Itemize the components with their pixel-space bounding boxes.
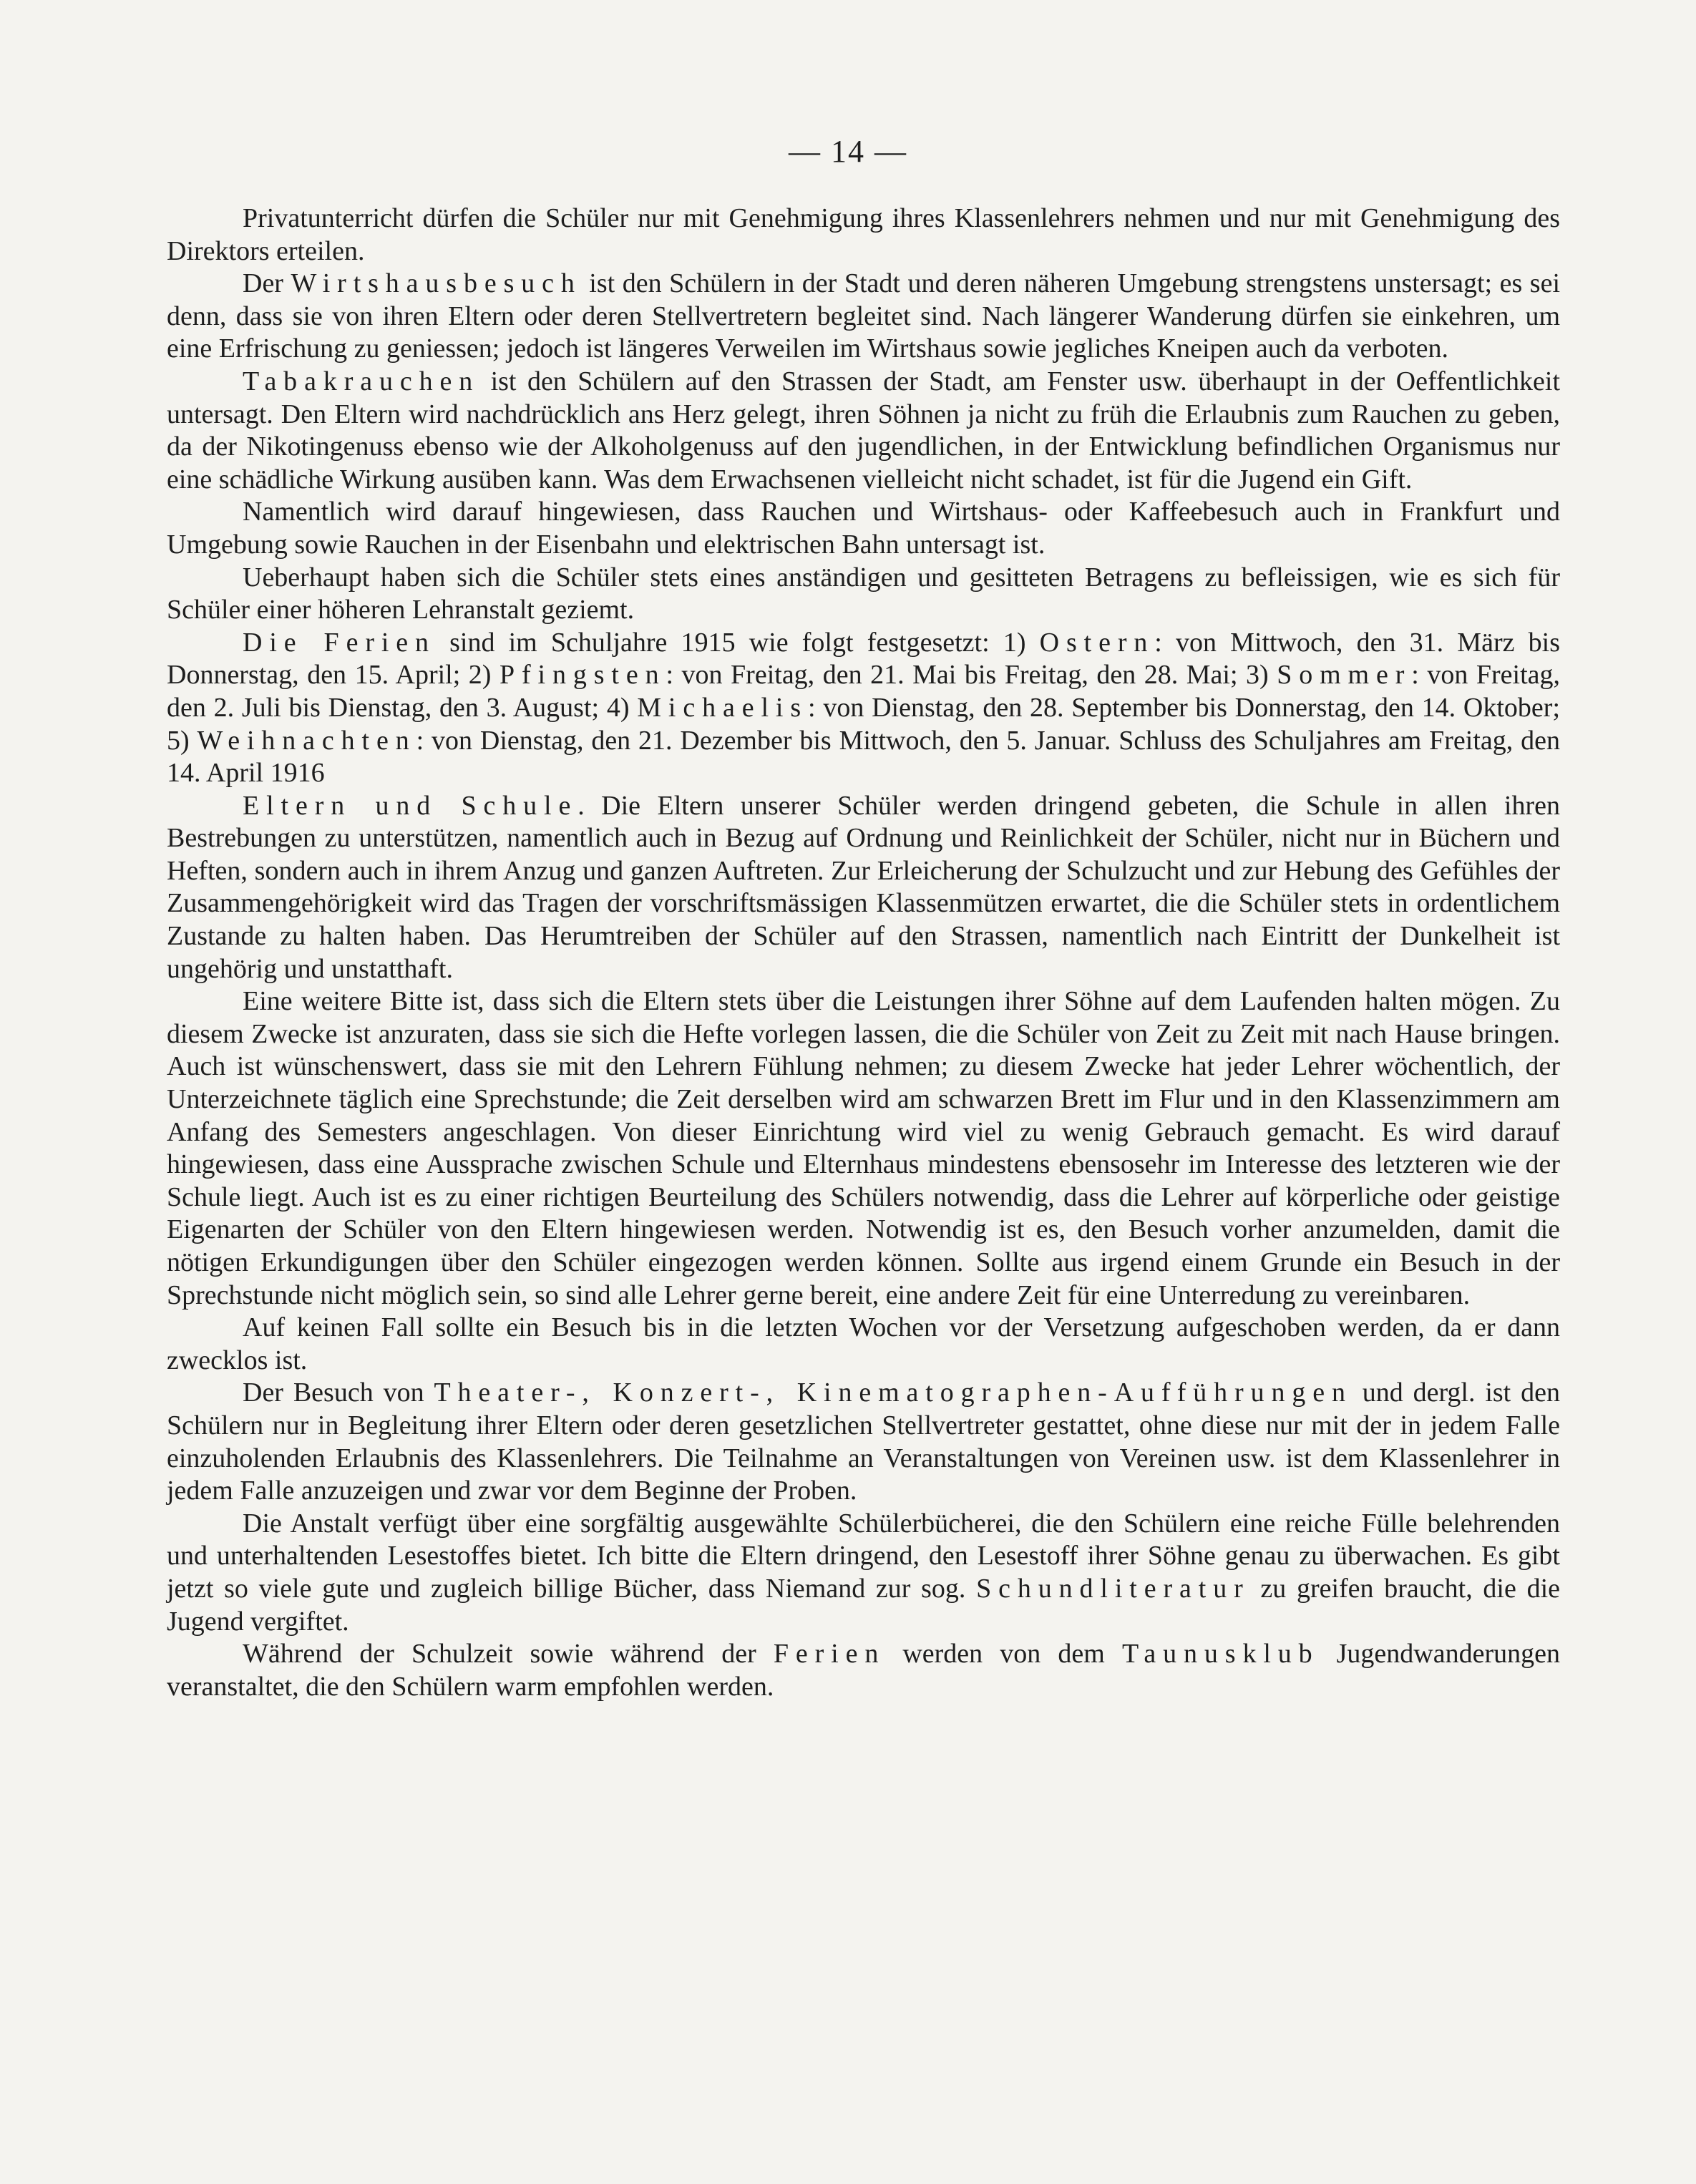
spaced-term: Michaelis (637, 692, 809, 723)
paragraph-eltern-und-schule: Eltern und Schule. Die Eltern unserer Schüler werden dringend gebeten, die Schule in allen ihren Bestrebungen zu unterstützen, namentlich auch in Bezug auf Ordnung und Reinlichkeit der Schüler, nicht nur in Büchern und Heften, sondern auch in ihrem Anzug und ganzen Auftreten. Zur Erleicherung der Schulzucht und zur Hebung des Gefühles der Zusammengehörigkeit wird das Tragen der vorschriftsmässigen Klassenmützen erwartet, die die Schüler stets in ordentlichem Zustande zu halten haben. Das Herumtreiben der Schüler auf den Strassen, namentlich nach Eintritt der Dunkelheit ist ungehörig und unstatthaft. (167, 790, 1561, 984)
paragraph-ferien: Die Ferien sind im Schuljahre 1915 wie folgt festgesetzt: 1) Ostern: von Mittwoch, den 31. März bis Donnerstag, den 15. April; 2) Pfingsten: von Freitag, den 21. Mai bis Freitag, den 28. Mai; 3) Sommer: von Freitag, den 2. Juli bis Dienstag, den 3. August; 4) Michaelis: von Dienstag, den 28. September bis Donnerstag, den 14. Oktober; 5) Weihnachten: von Dienstag, den 21. Dezember bis Mittwoch, den 5. Januar. Schluss des Schuljahres am Freitag, den 14. April 1916 (167, 627, 1561, 789)
paragraph-tabakrauchen: Tabakrauchen ist den Schülern auf den Strassen der Stadt, am Fenster usw. überhaupt in der Oeffentlichkeit untersagt. Den Eltern wird nachdrücklich ans Herz gelegt, ihren Söhnen ja nicht zu früh die Erlaubnis zum Rauchen zu geben, da der Nikotingenuss ebenso wie der Alkoholgenuss auf den jugendlichen, in der Entwicklung befindlichen Organismus nur eine schädliche Wirkung ausüben kann. Was dem Erwachsenen vielleicht nicht schadet, ist für die Jugend ein Gift. (167, 366, 1560, 494)
spaced-term: Die Ferien (243, 627, 436, 658)
spaced-term: Theater-, Konzert-, Kinematographen-Aufführungen (434, 1378, 1353, 1408)
spaced-term: Ferien (773, 1639, 886, 1669)
spaced-term: Taunusklub (1121, 1639, 1320, 1669)
paragraph-schuelerbuecherei: Die Anstalt verfügt über eine sorgfältig ausgewählte Schülerbücherei, die den Schülern eine reiche Fülle belehrenden und unterhaltenden Lesestoffes bietet. Ich bitte die Eltern dringend, den Lesestoff ihrer Söhne genau zu überwachen. Es gibt jetzt so viele gute und zugleich billige Bücher, dass Niemand zur sog. Schundliteratur zu greifen braucht, die die Jugend vergiftet. (167, 1508, 1560, 1637)
paragraph-betragen: Ueberhaupt haben sich die Schüler stets eines anständigen und gesitteten Betragens zu befleissigen, wie es sich für Schüler einer höheren Lehranstalt geziemt. (167, 562, 1560, 625)
spaced-term: Ostern (1039, 627, 1155, 658)
spaced-term: Weihnachten (197, 725, 416, 756)
spaced-term: Sommer (1277, 660, 1412, 691)
paragraph-wirtshausbesuch: Der Wirtshausbesuch ist den Schülern in der Stadt und deren näheren Umgebung strengstens unstersagt; es sei denn, dass sie von ihren Eltern oder deren Stellvertretern begleitet sind. Nach längerer Wanderung dürfen sie einkehren, um eine Erfrischung zu geniessen; jedoch ist längeres Verweilen im Wirtshaus sowie jegliches Kneipen auch da verboten. (167, 268, 1561, 364)
page-number: — 14 — (789, 134, 907, 169)
spaced-term: Tabakrauchen (243, 366, 480, 396)
paragraph-taunusklub: Während der Schulzeit sowie während der Ferien werden von dem Taunusklub Jugendwanderungen veranstaltet, die den Schülern warm empfohlen werden. (167, 1639, 1560, 1702)
spaced-term: Eltern und Schule (243, 790, 578, 821)
paragraph-versetzung: Auf keinen Fall sollte ein Besuch bis in die letzten Wochen vor der Versetzung aufgeschoben werden, da er dann zwecklos ist. (167, 1312, 1560, 1375)
paragraph-theaterbesuch: Der Besuch von Theater-, Konzert-, Kinematographen-Aufführungen und dergl. ist den Schülern nur in Begleitung ihrer Eltern oder deren gesetzlichen Stellvertreter gestattet, ohne diese nur mit der in jedem Falle einzuholenden Erlaubnis des Klassenlehrers. Die Teilnahme an Veranstaltungen von Vereinen usw. ist dem Klassenlehrer in jedem Falle anzuzeigen und zwar vor dem Beginne der Proben. (167, 1378, 1560, 1506)
document-body (167, 203, 1560, 1703)
paragraph-privatunterricht: Privatunterricht dürfen die Schüler nur mit Genehmigung ihres Klassenlehrers nehmen und nur mit Genehmigung des Direktors erteilen. (167, 203, 1560, 266)
paragraph-weitere-bitte: Eine weitere Bitte ist, dass sich die Eltern stets über die Leistungen ihrer Söhne auf dem Laufenden halten mögen. Zu diesem Zwecke ist anzuraten, dass sie sich die Hefte vorlegen lassen, die die Schüler von Zeit zu Zeit mit nach Hause bringen. Auch ist wünschenswert, dass sie mit den Lehrern Fühlung nehmen; zu diesem Zwecke hat jeder Lehrer wöchentlich, der Unterzeichnete täglich eine Sprechstunde; die Zeit derselben wird am schwarzen Brett im Flur und in den Klassenzimmern am Anfang des Semesters angeschlagen. Von dieser Einrichtung wird viel zu wenig Gebrauch gemacht. Es wird darauf hingewiesen, dass eine Aussprache zwischen Schule und Elternhaus mindestens ebensosehr im Interesse des letzteren wie der Schule liegt. Auch ist es zu einer richtigen Beurteilung des Schülers notwendig, dass die Lehrer auf körperliche oder geistige Eigenarten der Schüler von den Eltern hingewiesen werden. Notwendig ist es, den Besuch vorher anzumelden, damit die nötigen Erkundigungen über den Schüler eingezogen werden können. Sollte aus irgend einem Grunde ein Besuch in der Sprechstunde nicht möglich sein, so sind alle Lehrer gerne bereit, eine andere Zeit für eine Unterredung zu vereinbaren. (167, 986, 1560, 1310)
spaced-term: Schundliteratur (976, 1573, 1250, 1604)
paragraph-rauchen-frankfurt: Namentlich wird darauf hingewiesen, dass Rauchen und Wirtshaus- oder Kaffeebesuch auch in Frankfurt und Umgebung sowie Rauchen in der Eisenbahn und elektrischen Bahn untersagt ist. (167, 497, 1560, 560)
spaced-term: Pfingsten (499, 660, 666, 691)
spaced-term: Wirtshausbesuch (291, 268, 582, 299)
